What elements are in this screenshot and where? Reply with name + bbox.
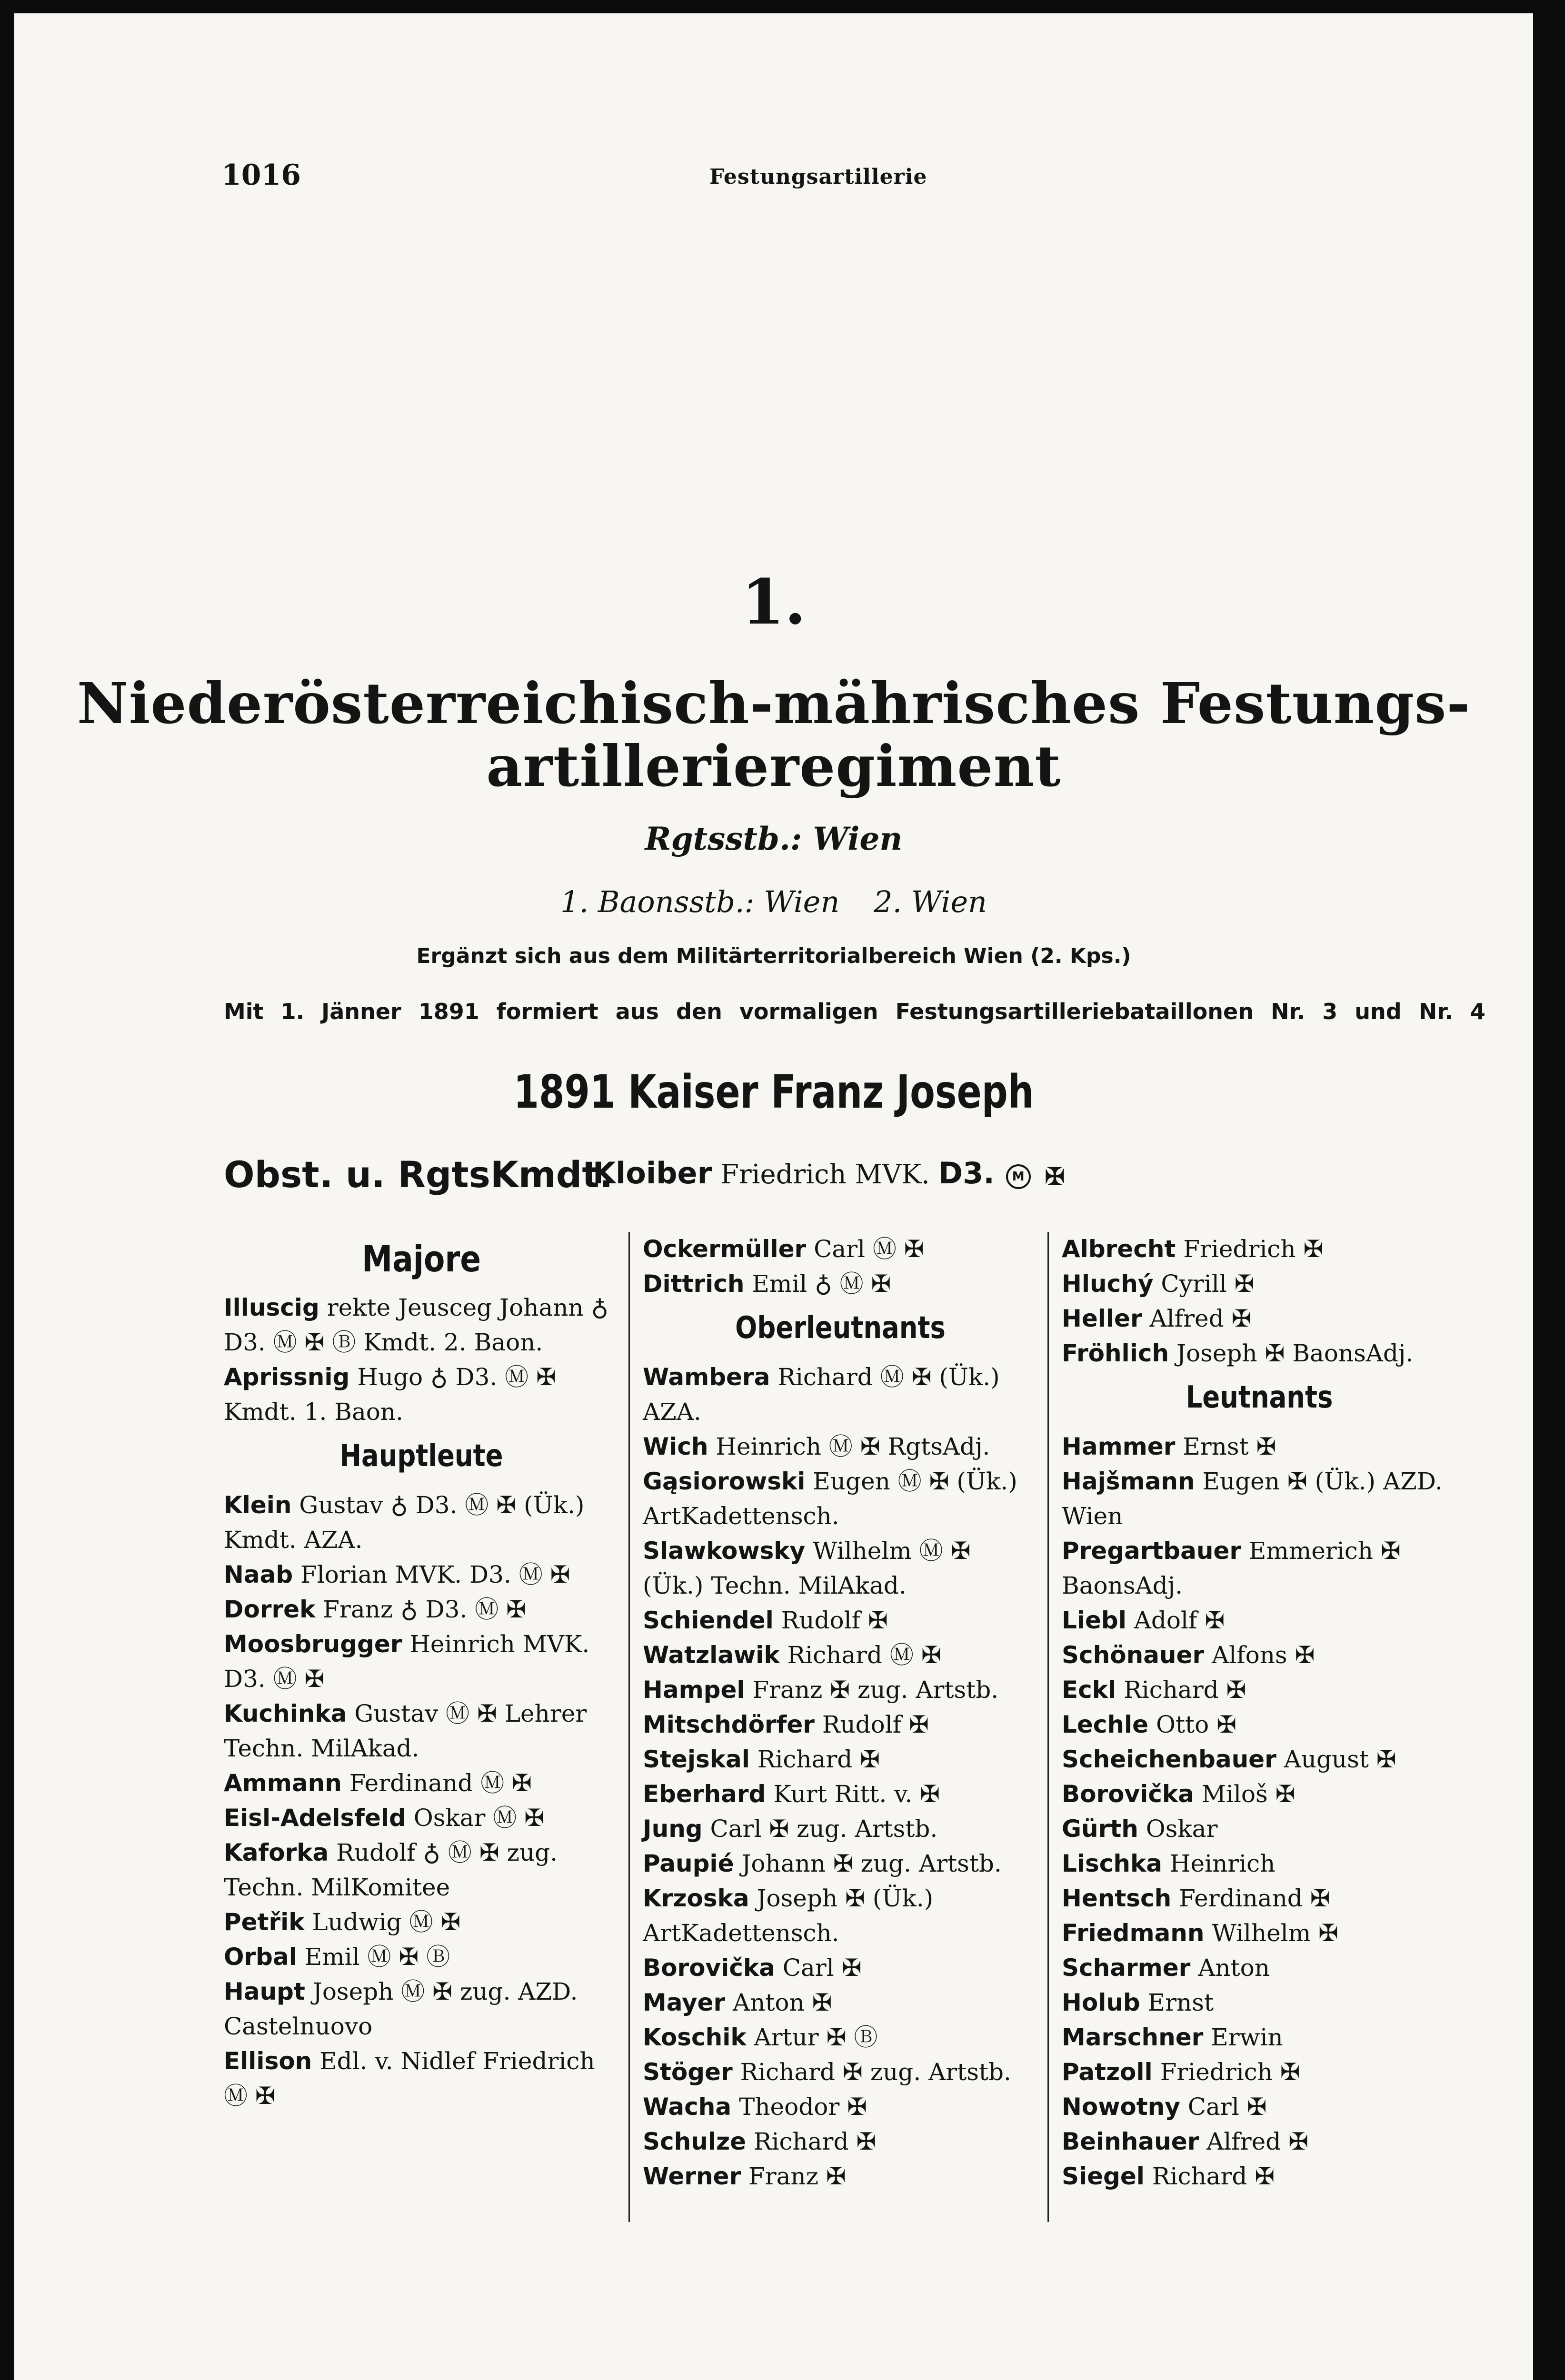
officer-surname: Illuscig	[224, 1294, 319, 1321]
col3-top-list	[1062, 1232, 1457, 1371]
officer-surname: Gąsiorowski	[643, 1468, 806, 1495]
officer-surname: Koschik	[643, 2023, 747, 2051]
officer-surname: Eckl	[1062, 1676, 1116, 1704]
roster-entry	[224, 1801, 619, 1835]
officer-surname: Lischka	[1062, 1850, 1162, 1877]
roster-entry	[643, 1812, 1038, 1846]
roster-entry	[224, 1627, 619, 1696]
roster-entry	[1062, 1707, 1457, 1742]
officer-surname: Heller	[1062, 1305, 1142, 1332]
roster-entry	[1062, 1603, 1457, 1638]
officer-surname: Fröhlich	[1062, 1339, 1169, 1367]
col2-top-list	[643, 1232, 1038, 1301]
officer-details: Ernst ✠	[1175, 1433, 1276, 1460]
officer-details: Alfred ✠	[1199, 2128, 1309, 2155]
officer-details: Miloš ✠	[1194, 1780, 1296, 1808]
formation-word: Festungsartilleriebataillonen	[895, 999, 1254, 1024]
officer-surname: Marschner	[1062, 2023, 1204, 2051]
roster-entry	[1062, 2124, 1457, 2159]
officer-surname: Eberhard	[643, 1780, 766, 1808]
officer-details: Edl. v. Nidlef Friedrich Ⓜ ✠	[224, 2047, 595, 2110]
column-3	[1062, 1232, 1457, 2194]
roster-entry	[643, 1232, 1038, 1267]
officer-details: Franz ✠	[741, 2162, 846, 2190]
majore-list	[224, 1290, 619, 1429]
officer-details: Ferdinand ✠	[1171, 1884, 1330, 1912]
battalion-staff-second: 2. Wien	[874, 884, 987, 919]
roster-entry	[224, 1557, 619, 1592]
roster-entry	[1062, 1673, 1457, 1707]
officer-surname: Gürth	[1062, 1815, 1138, 1843]
officer-surname: Mitschdörfer	[643, 1711, 815, 1738]
commander-d3: D3.	[938, 1156, 995, 1190]
officer-details: Artur ✠ Ⓑ	[746, 2023, 878, 2051]
page-number: 1016	[221, 159, 301, 192]
officer-details: Florian MVK. D3. Ⓜ ✠	[293, 1561, 570, 1588]
formation-word: Mit	[224, 999, 264, 1024]
roster-entry	[1062, 1951, 1457, 1985]
officer-details: Friedrich ✠	[1152, 2058, 1300, 2086]
roster-entry	[1062, 2159, 1457, 2194]
formation-word: aus	[615, 999, 659, 1024]
formation-word: Jänner	[321, 999, 401, 1024]
roster-entry	[643, 1638, 1038, 1673]
officer-surname: Dorrek	[224, 1596, 316, 1623]
roster-entry	[224, 1488, 619, 1557]
officer-surname: Scheichenbauer	[1062, 1745, 1276, 1773]
roster-entry	[224, 1835, 619, 1905]
roster-entry	[1062, 1534, 1457, 1603]
officer-details: Heinrich	[1162, 1850, 1276, 1877]
roster-entry	[224, 1592, 619, 1627]
officer-surname: Ammann	[224, 1769, 342, 1797]
officer-surname: Friedmann	[1062, 1919, 1205, 1947]
officer-surname: Patzoll	[1062, 2058, 1153, 2086]
roster-entry	[643, 1846, 1038, 1881]
officer-details: Emil ♁ Ⓜ ✠	[744, 1270, 891, 1298]
officer-surname: Paupié	[643, 1850, 734, 1877]
officer-details: Ernst	[1140, 1989, 1214, 2016]
officer-details: Oskar	[1138, 1815, 1218, 1843]
roster-entry	[1062, 1336, 1457, 1371]
cross-icon: ✠	[1045, 1162, 1065, 1190]
roster-entry	[1062, 1777, 1457, 1812]
roster-entry	[643, 1267, 1038, 1301]
officer-surname: Liebl	[1062, 1606, 1126, 1634]
roster-entry	[1062, 1464, 1457, 1534]
officer-details: Rudolf ✠	[814, 1711, 929, 1738]
officer-surname: Schulze	[643, 2128, 746, 2155]
regiment-number: 1.	[741, 565, 806, 638]
officer-details: Richard ✠ zug. Artstb.	[732, 2058, 1011, 2086]
officer-details: Friedrich ✠	[1176, 1235, 1324, 1263]
roster-entry	[643, 1707, 1038, 1742]
officer-surname: Hammer	[1062, 1433, 1176, 1460]
officer-details: Joseph Ⓜ ✠ zug. AZD. Castelnuovo	[224, 1978, 578, 2040]
roster-entry	[1062, 1232, 1457, 1267]
oberleutnants-heading: Oberleutnants	[735, 1310, 946, 1346]
roster-entry	[643, 1464, 1038, 1534]
officer-surname: Stejskal	[643, 1745, 750, 1773]
roster-entry	[643, 1429, 1038, 1464]
commander-extra: MVK.	[855, 1159, 930, 1190]
officer-details: Richard ✠	[746, 2128, 877, 2155]
roster-entry	[643, 1603, 1038, 1638]
roster-entry	[643, 1360, 1038, 1429]
roster-entry	[224, 1696, 619, 1766]
officer-details: rekte Jeusceg Johann ♁ D3. Ⓜ ✠ Ⓑ Kmdt. 2. Baon.	[224, 1294, 609, 1356]
roster-entry	[224, 2044, 619, 2113]
officer-details: Franz ✠ zug. Artstb.	[745, 1676, 999, 1704]
formation-word: und	[1355, 999, 1402, 1024]
officer-details: Anton ✠	[725, 1989, 832, 2016]
formation-word: formiert	[496, 999, 598, 1024]
formation-word: vormaligen	[739, 999, 878, 1024]
roster-entry	[643, 2020, 1038, 2055]
officer-surname: Dittrich	[643, 1270, 745, 1298]
roster-entry	[1062, 1985, 1457, 2020]
officer-surname: Kuchinka	[224, 1700, 347, 1727]
officer-details: Adolf ✠	[1126, 1606, 1225, 1634]
officer-surname: Hampel	[643, 1676, 745, 1704]
formation-word: Nr.	[1271, 999, 1306, 1024]
running-title: Festungsartillerie	[709, 165, 927, 189]
column-2	[643, 1232, 1038, 2194]
hauptleute-list	[224, 1488, 619, 2113]
officer-surname: Ellison	[224, 2047, 312, 2075]
column-1	[224, 1232, 619, 2113]
roster-entry	[643, 1673, 1038, 1707]
roster-entry	[1062, 2055, 1457, 2090]
officer-details: Rudolf ♁ Ⓜ ✠ zug. Techn. MilKomitee	[224, 1839, 558, 1901]
leutnants-list	[1062, 1429, 1457, 2194]
officer-surname: Werner	[643, 2162, 741, 2190]
roster-entry	[643, 1951, 1038, 1985]
column-divider-2	[1047, 1232, 1049, 2222]
roster-entry	[224, 1766, 619, 1801]
recruitment-note: Ergänzt sich aus dem Militärterritorialbereich Wien (2. Kps.)	[416, 944, 1131, 968]
officer-details: Kurt Ritt. v. ✠	[766, 1780, 940, 1808]
officer-surname: Orbal	[224, 1943, 297, 1971]
officer-surname: Haupt	[224, 1978, 305, 2005]
officer-surname: Siegel	[1062, 2162, 1145, 2190]
m-medal-icon: M	[1006, 1164, 1031, 1189]
officer-surname: Aprissnig	[224, 1363, 350, 1391]
roster-entry	[224, 1940, 619, 1974]
officer-details: Johann ✠ zug. Artstb.	[734, 1850, 1002, 1877]
officer-details: Eugen Ⓜ ✠ (Ük.) ArtKadettensch.	[643, 1468, 1017, 1530]
officer-surname: Ockermüller	[643, 1235, 807, 1263]
officer-surname: Scharmer	[1062, 1954, 1191, 1982]
officer-surname: Petřik	[224, 1908, 305, 1936]
officer-surname: Schiendel	[643, 1606, 774, 1634]
officer-details: Joseph ✠ BaonsAdj.	[1169, 1339, 1414, 1367]
formation-word: 1.	[280, 999, 305, 1024]
officer-details: Carl Ⓜ ✠	[806, 1235, 924, 1263]
roster-entry	[1062, 1429, 1457, 1464]
roster-entry	[1062, 1638, 1457, 1673]
officer-details: Gustav ♁ D3. Ⓜ ✠ (Ük.) Kmdt. AZA.	[224, 1491, 585, 1554]
roster-entry	[1062, 1301, 1457, 1336]
officer-details: Alfred ✠	[1142, 1305, 1252, 1332]
officer-details: Erwin	[1203, 2023, 1283, 2051]
commander-role: Obst. u. RgtsKmdt.	[224, 1153, 613, 1196]
officer-details: Joseph ✠ (Ük.) ArtKadettensch.	[643, 1884, 934, 1947]
battalion-staff	[14, 884, 1533, 919]
roster-entry	[1062, 1742, 1457, 1777]
roster-entry	[643, 1534, 1038, 1603]
officer-details: Richard ✠	[1144, 2162, 1275, 2190]
officer-details: Anton	[1190, 1954, 1270, 1982]
officer-surname: Nowotny	[1062, 2093, 1180, 2121]
officer-surname: Schönauer	[1062, 1641, 1205, 1669]
column-divider-1	[628, 1232, 630, 2222]
officer-details: Wilhelm ✠	[1204, 1919, 1338, 1947]
officer-details: Cyrill ✠	[1153, 1270, 1255, 1298]
officer-details: Gustav Ⓜ ✠ Lehrer Techn. MilAkad.	[224, 1700, 587, 1762]
officer-details: Richard ✠	[749, 1745, 880, 1773]
formation-word: Nr.	[1418, 999, 1453, 1024]
officer-details: Hugo ♁ D3. Ⓜ ✠ Kmdt. 1. Baon.	[224, 1363, 556, 1426]
officer-details: Rudolf ✠	[773, 1606, 888, 1634]
formation-word: 4	[1470, 999, 1485, 1024]
officer-surname: Klein	[224, 1491, 292, 1519]
battalion-staff-first: 1. Baonsstb.: Wien	[560, 884, 840, 919]
officer-details: Ferdinand Ⓜ ✠	[341, 1769, 532, 1797]
roster-entry	[1062, 1812, 1457, 1846]
officer-details: Theodor ✠	[731, 2093, 867, 2121]
formation-word: 3	[1322, 999, 1338, 1024]
roster-entry	[643, 1881, 1038, 1951]
roster-entry	[643, 1742, 1038, 1777]
formation-word: 1891	[418, 999, 479, 1024]
officer-surname: Watzlawik	[643, 1641, 780, 1669]
officer-surname: Beinhauer	[1062, 2128, 1199, 2155]
officer-details: Richard Ⓜ ✠	[779, 1641, 941, 1669]
roster-entry	[643, 2124, 1038, 2159]
commander-surname: Kloiber	[593, 1156, 712, 1190]
officer-surname: Hentsch	[1062, 1884, 1172, 1912]
roster-entry	[643, 2055, 1038, 2090]
document-page	[14, 13, 1533, 2380]
officer-details: Carl ✠	[1180, 2093, 1267, 2121]
officer-surname: Wambera	[643, 1363, 770, 1391]
majore-heading: Majore	[361, 1238, 481, 1280]
officer-details: August ✠	[1276, 1745, 1396, 1773]
officer-surname: Pregartbauer	[1062, 1537, 1242, 1565]
officer-surname: Moosbrugger	[224, 1630, 402, 1658]
officer-details: Alfons ✠	[1204, 1641, 1315, 1669]
oberleutnants-list	[643, 1360, 1038, 2194]
officer-surname: Hajšmann	[1062, 1468, 1195, 1495]
officer-details: Oskar Ⓜ ✠	[406, 1804, 545, 1832]
roster-entry	[643, 2159, 1038, 2194]
officer-surname: Mayer	[643, 1989, 726, 2016]
regiment-proprietor: 1891 Kaiser Franz Joseph	[513, 1065, 1034, 1119]
commander-entry	[593, 1156, 1067, 1190]
officer-surname: Borovička	[1062, 1780, 1194, 1808]
officer-surname: Naab	[224, 1561, 293, 1588]
officer-details: Carl ✠	[775, 1954, 862, 1982]
roster-entry	[643, 1985, 1038, 2020]
commander-given: Friedrich	[720, 1159, 847, 1190]
officer-details: Wilhelm Ⓜ ✠ (Ük.) Techn. MilAkad.	[643, 1537, 971, 1599]
officer-surname: Albrecht	[1062, 1235, 1176, 1263]
roster-entry	[643, 2090, 1038, 2124]
officer-details: Emil Ⓜ ✠ Ⓑ	[297, 1943, 450, 1971]
roster-entry	[224, 1290, 619, 1360]
officer-details: Richard ✠	[1116, 1676, 1246, 1704]
roster-entry	[1062, 1846, 1457, 1881]
officer-details: Heinrich Ⓜ ✠ RgtsAdj.	[708, 1433, 990, 1460]
officer-details: Richard Ⓜ ✠ (Ük.) AZA.	[643, 1363, 1000, 1426]
roster-entry	[1062, 2090, 1457, 2124]
roster-entry	[1062, 2020, 1457, 2055]
roster-entry	[1062, 1881, 1457, 1916]
officer-surname: Eisl-Adelsfeld	[224, 1804, 406, 1832]
officer-details: Emmerich ✠ BaonsAdj.	[1062, 1537, 1401, 1599]
roster-entry	[1062, 1267, 1457, 1301]
officer-surname: Jung	[643, 1815, 703, 1843]
roster-entry	[1062, 1916, 1457, 1951]
officer-surname: Stöger	[643, 2058, 733, 2086]
formation-word: den	[676, 999, 722, 1024]
regiment-title-line1: Niederösterreichisch-mährisches Festungs-	[77, 670, 1471, 736]
regiment-staff: Rgtsstb.: Wien	[645, 820, 903, 857]
formation-note	[224, 999, 1485, 1024]
roster-entry	[643, 1777, 1038, 1812]
officer-surname: Wacha	[643, 2093, 732, 2121]
officer-surname: Kaforka	[224, 1839, 329, 1866]
officer-details: Eugen ✠ (Ük.) AZD. Wien	[1062, 1468, 1443, 1530]
roster-entry	[224, 1905, 619, 1940]
roster-entry	[224, 1360, 619, 1429]
officer-surname: Borovička	[643, 1954, 775, 1982]
roster-entry	[224, 1974, 619, 2044]
officer-surname: Hluchý	[1062, 1270, 1154, 1298]
officer-surname: Lechle	[1062, 1711, 1149, 1738]
regiment-title-line2: artillerieregiment	[486, 733, 1061, 799]
officer-surname: Krzoska	[643, 1884, 749, 1912]
officer-details: Franz ♁ D3. Ⓜ ✠	[315, 1596, 526, 1623]
officer-details: Ludwig Ⓜ ✠	[304, 1908, 461, 1936]
hauptleute-heading: Hauptleute	[339, 1438, 503, 1474]
leutnants-heading: Leutnants	[1186, 1380, 1333, 1415]
officer-surname: Slawkowsky	[643, 1537, 806, 1565]
officer-surname: Wich	[643, 1433, 708, 1460]
officer-details: Carl ✠ zug. Artstb.	[702, 1815, 938, 1843]
officer-details: Heinrich MVK. D3. Ⓜ ✠	[224, 1630, 590, 1693]
officer-details: Otto ✠	[1148, 1711, 1237, 1738]
officer-surname: Holub	[1062, 1989, 1140, 2016]
